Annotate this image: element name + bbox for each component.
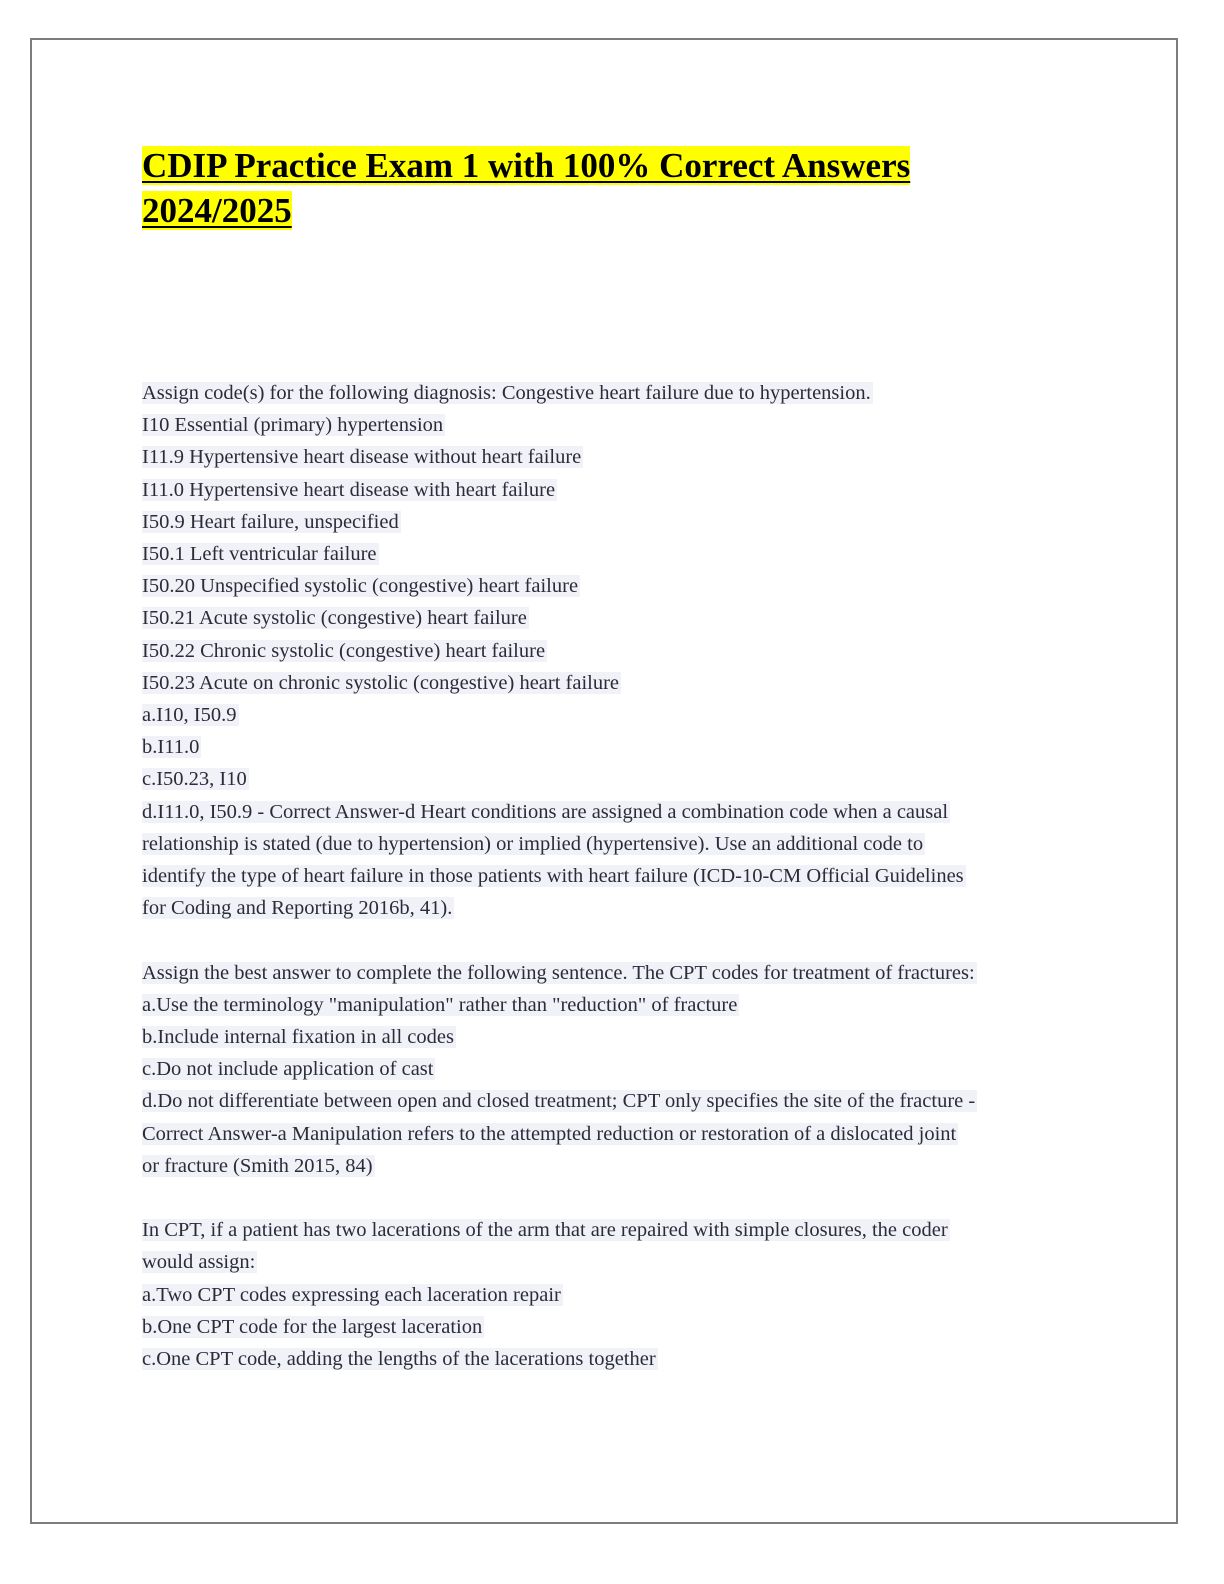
answer-choice-a: a.Two CPT codes expressing each laceration repair [142, 1283, 561, 1306]
answer-choice-b: b.One CPT code for the largest laceration [142, 1315, 483, 1338]
code-option: I50.21 Acute systolic (congestive) heart failure [142, 607, 527, 630]
answer-explanation: identify the type of heart failure in those patients with heart failure (ICD-10-CM Official Guidelines [142, 865, 964, 888]
paragraph-gap [142, 1182, 1072, 1214]
title-line-1: CDIP Practice Exam 1 with 100% Correct Answers [142, 146, 911, 185]
answer-choice-c: c.One CPT code, adding the lengths of the lacerations together [142, 1348, 656, 1371]
code-option: I50.23 Acute on chronic systolic (congestive) heart failure [142, 671, 620, 694]
document-title [142, 143, 1002, 233]
answer-explanation: Correct Answer-a Manipulation refers to the attempted reduction or restoration of a dislocated joint [142, 1122, 957, 1145]
answer-choice-b: b.I11.0 [142, 736, 200, 759]
question-3-prompt: would assign: [142, 1251, 256, 1274]
code-option: I50.9 Heart failure, unspecified [142, 510, 399, 533]
code-option: I11.9 Hypertensive heart disease without heart failure [142, 446, 582, 469]
document-body [142, 377, 1072, 1375]
title-line-2: 2024/2025 [142, 191, 292, 230]
answer-explanation: relationship is stated (due to hypertension) or implied (hypertensive). Use an additional code to [142, 832, 924, 855]
question-3-prompt: In CPT, if a patient has two lacerations of the arm that are repaired with simple closures, the coder [142, 1219, 948, 1242]
answer-choice-a: a.I10, I50.9 [142, 704, 237, 727]
answer-choice-d: d.I11.0, I50.9 - Correct Answer-d Heart conditions are assigned a combination code when a causal [142, 800, 949, 823]
question-block-1 [142, 377, 1072, 924]
answer-explanation: for Coding and Reporting 2016b, 41). [142, 897, 453, 920]
code-option: I50.20 Unspecified systolic (congestive) heart failure [142, 575, 579, 598]
answer-choice-c: c.Do not include application of cast [142, 1058, 434, 1081]
answer-choice-d: d.Do not differentiate between open and closed treatment; CPT only specifies the site of the fracture - [142, 1090, 976, 1113]
question-1-prompt: Assign code(s) for the following diagnosis: Congestive heart failure due to hypertension. [142, 382, 871, 404]
answer-choice-c: c.I50.23, I10 [142, 768, 247, 791]
answer-choice-a: a.Use the terminology "manipulation" rather than "reduction" of fracture [142, 993, 738, 1016]
question-2-prompt: Assign the best answer to complete the following sentence. The CPT codes for treatment of fractures: [142, 961, 975, 984]
code-option: I10 Essential (primary) hypertension [142, 414, 444, 437]
question-block-3 [142, 1214, 1072, 1375]
answer-choice-b: b.Include internal fixation in all codes [142, 1026, 454, 1049]
paragraph-gap [142, 924, 1072, 956]
code-option: I50.22 Chronic systolic (congestive) heart failure [142, 639, 546, 662]
question-block-2 [142, 957, 1072, 1182]
code-option: I50.1 Left ventricular failure [142, 543, 377, 566]
code-option: I11.0 Hypertensive heart disease with heart failure [142, 478, 556, 501]
answer-explanation: or fracture (Smith 2015, 84) [142, 1154, 373, 1177]
